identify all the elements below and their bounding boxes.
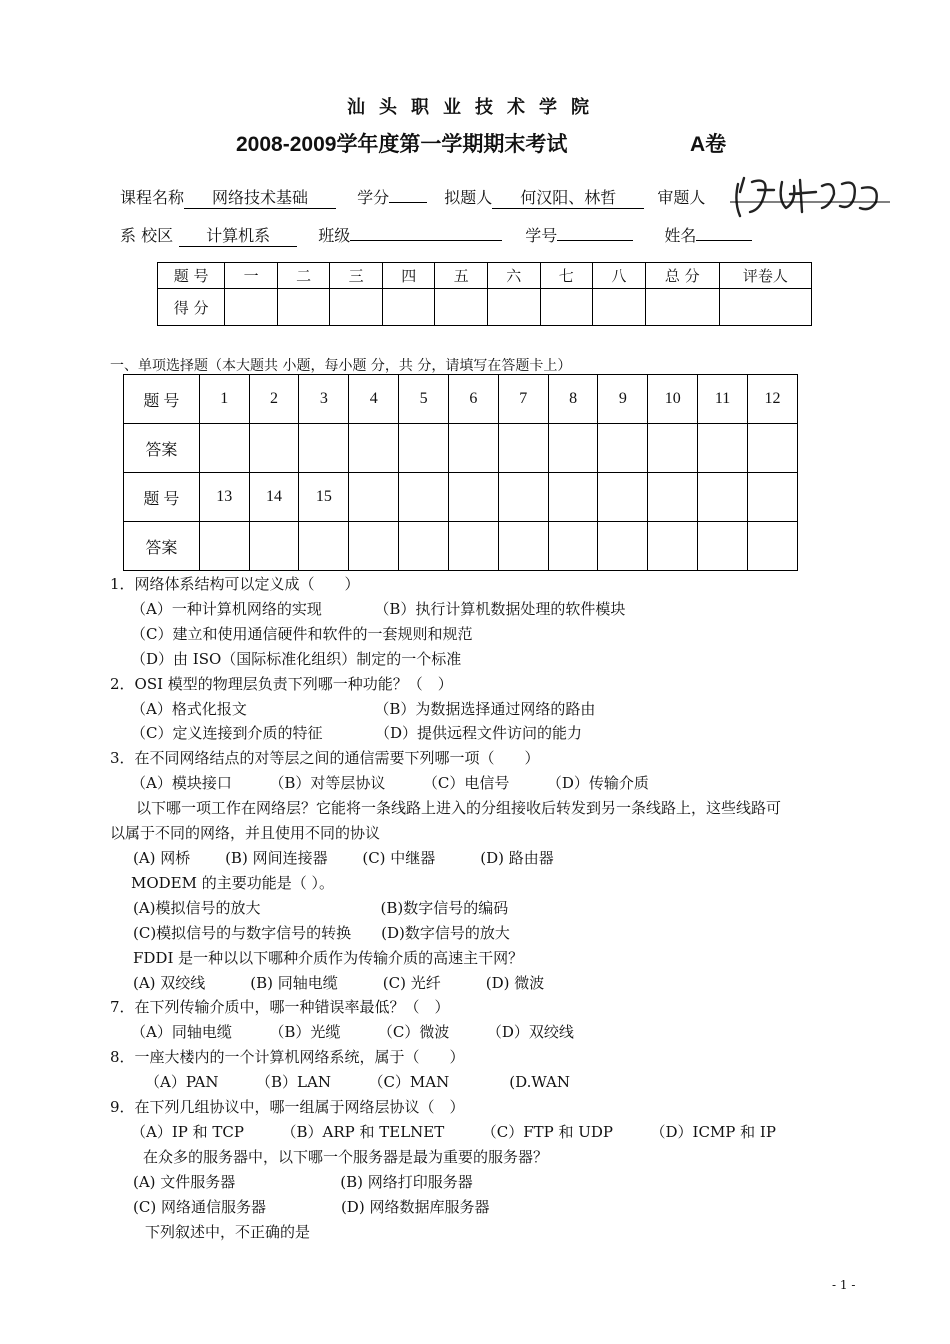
score-cell[interactable] [382,289,435,326]
question-option: （D）由 ISO（国际标准化组织）制定的一个标准 [131,649,462,668]
answer-row-label: 答案 [124,522,200,571]
question-option: (C) 网络通信服务器 (D) 网络数据库服务器 [133,1197,490,1216]
answer-cell[interactable] [748,522,798,571]
question-option: (A)模拟信号的放大 (B)数字信号的编码 [133,898,509,917]
name-field [696,220,752,241]
answer-cell[interactable] [498,424,548,473]
answer-num: 13 [199,473,249,522]
page-number: - 1 - [832,1278,856,1292]
answer-num: 8 [548,375,598,424]
name-label: 姓名 [664,226,697,245]
question-stem: 3．在不同网络结点的对等层之间的通信需要下列哪一项（ ） [110,749,540,768]
exam-title [236,128,567,158]
answer-cell[interactable] [249,424,299,473]
question-option: （A）模块接口 （B）对等层协议 （C）电信号 （D）传输介质 [131,774,649,793]
score-col: 总 分 [645,263,719,289]
paper-label: A卷 [690,133,727,156]
answer-card-table [123,374,798,571]
score-cell[interactable] [277,289,330,326]
score-col: 一 [225,263,278,289]
question-option: （A）格式化报文 （B）为数据选择通过网络的路由 [131,699,596,718]
question-option: （A）IP 和 TCP （B）ARP 和 TELNET （C）FTP 和 UDP （D）ICMP 和 IP [131,1122,776,1141]
id-label: 学号 [525,226,558,245]
answer-num: 5 [399,375,449,424]
answer-cell[interactable] [648,522,698,571]
score-col: 八 [593,263,646,289]
answer-num: 2 [249,375,299,424]
answer-cell[interactable] [199,522,249,571]
answer-num [498,473,548,522]
score-cell[interactable] [645,289,719,326]
exam-year: 2008-2009 [236,133,337,156]
answer-num [449,473,499,522]
info-line-2 [120,220,752,247]
answer-cell[interactable] [498,522,548,571]
credit-field [389,182,427,203]
setter-label: 拟题人 [444,188,493,207]
answer-num [349,473,399,522]
score-table [157,262,812,326]
answer-cell[interactable] [698,424,748,473]
answer-num: 9 [598,375,648,424]
question-stem: 以属于不同的网络，并且使用不同的协议 [110,824,381,843]
course-value: 网络技术基础 [184,188,336,209]
answer-num: 3 [299,375,349,424]
answer-num: 15 [299,473,349,522]
answer-num: 12 [748,375,798,424]
answer-cell[interactable] [299,522,349,571]
answer-num [698,473,748,522]
course-label: 课程名称 [120,188,185,207]
answer-num [598,473,648,522]
question-stem: 2．OSI 模型的物理层负责下列哪一种功能？（ ） [110,674,453,693]
answer-cell[interactable] [548,424,598,473]
question-option: (A) 双绞线 (B) 同轴电缆 (C) 光纤 (D) 微波 [133,973,545,992]
answer-cell[interactable] [349,522,399,571]
info-line-1 [120,182,705,209]
score-cell[interactable] [488,289,541,326]
question-stem: 9．在下列几组协议中，哪一组属于网络层协议（ ） [110,1098,465,1117]
question-stem: 1．网络体系结构可以定义成（ ） [110,575,360,593]
answer-num-label: 题 号 [124,473,200,522]
score-cell[interactable] [435,289,488,326]
score-col: 四 [382,263,435,289]
answer-num-label: 题 号 [124,375,200,424]
answer-cell[interactable] [199,424,249,473]
setter-value: 何汉阳、林哲 [492,188,644,209]
score-cell[interactable] [540,289,593,326]
answer-num [748,473,798,522]
question-option: （C）建立和使用通信硬件和软件的一套规则和规范 [131,624,473,643]
question-list [0,572,950,1244]
score-col: 五 [435,263,488,289]
question-stem: 在众多的服务器中，以下哪一个服务器是最为重要的服务器？ [143,1147,549,1166]
question-option: (A) 网桥 (B) 网间连接器 (C) 中继器 (D) 路由器 [133,848,554,867]
reviewer-signature [730,172,890,222]
question-stem: MODEM 的主要功能是（ ）。 [131,873,335,892]
answer-cell[interactable] [449,424,499,473]
score-row-label: 得 分 [158,289,225,326]
answer-cell[interactable] [748,424,798,473]
reviewer-label: 审题人 [657,188,706,207]
question-option: （A）PAN （B）LAN （C）MAN (D.WAN [145,1073,570,1092]
question-option: （A）一种计算机网络的实现 （B）执行计算机数据处理的软件模块 [131,599,626,618]
dept-value: 计算机系 [179,226,297,247]
answer-cell[interactable] [349,424,399,473]
question-stem: 7．在下列传输介质中，哪一种错误率最低？（ ） [110,998,450,1017]
answer-num [548,473,598,522]
score-col: 七 [540,263,593,289]
answer-cell[interactable] [399,424,449,473]
answer-num: 7 [498,375,548,424]
answer-num: 14 [249,473,299,522]
answer-cell[interactable] [449,522,499,571]
question-stem: 8．一座大楼内的一个计算机网络系统，属于（ ） [110,1048,465,1067]
dept-label: 系 校区 [120,226,174,245]
score-cell[interactable] [719,289,811,326]
score-header-label: 题 号 [158,263,225,289]
question-stem: FDDI 是一种以以下哪种介质作为传输介质的高速主干网？ [133,948,524,967]
question-stem: 以下哪一项工作在网络层？它能将一条线路上进入的分组接收后转发到另一条线路上，这些线路可 [136,799,782,818]
answer-cell[interactable] [548,522,598,571]
answer-cell[interactable] [399,522,449,571]
answer-row-label: 答案 [124,424,200,473]
section-1-title: 一、单项选择题（本大题共 小题，每小题 分，共 分，请填写在答题卡上） [110,358,572,374]
school-name: 汕头职业技术学院 [347,97,603,118]
class-label: 班级 [318,226,351,245]
answer-num [399,473,449,522]
answer-num: 10 [648,375,698,424]
question-option: (C)模拟信号的与数字信号的转换 (D)数字信号的放大 [133,923,510,942]
score-col: 六 [488,263,541,289]
answer-cell[interactable] [698,522,748,571]
answer-num: 1 [199,375,249,424]
question-option: （A）同轴电缆 （B）光缆 （C）微波 （D）双绞线 [131,1023,574,1042]
question-option: （C）定义连接到介质的特征 （D）提供远程文件访问的能力 [131,724,583,743]
id-field [557,220,633,241]
answer-cell[interactable] [249,522,299,571]
answer-cell[interactable] [299,424,349,473]
score-col: 二 [277,263,330,289]
answer-num [648,473,698,522]
answer-num: 11 [698,375,748,424]
answer-num: 6 [449,375,499,424]
answer-cell[interactable] [648,424,698,473]
answer-cell[interactable] [598,522,648,571]
answer-num: 4 [349,375,399,424]
score-cell[interactable] [593,289,646,326]
exam-title-rest: 学年度第一学期期末考试 [336,131,568,156]
question-option: (A) 文件服务器 (B) 网络打印服务器 [133,1172,473,1191]
question-stem: 下列叙述中，不正确的是 [145,1222,311,1241]
credit-label: 学分 [357,188,390,207]
score-cell[interactable] [330,289,383,326]
class-field [350,220,502,241]
score-cell[interactable] [225,289,278,326]
answer-cell[interactable] [598,424,648,473]
score-col: 三 [330,263,383,289]
score-col: 评卷人 [719,263,811,289]
